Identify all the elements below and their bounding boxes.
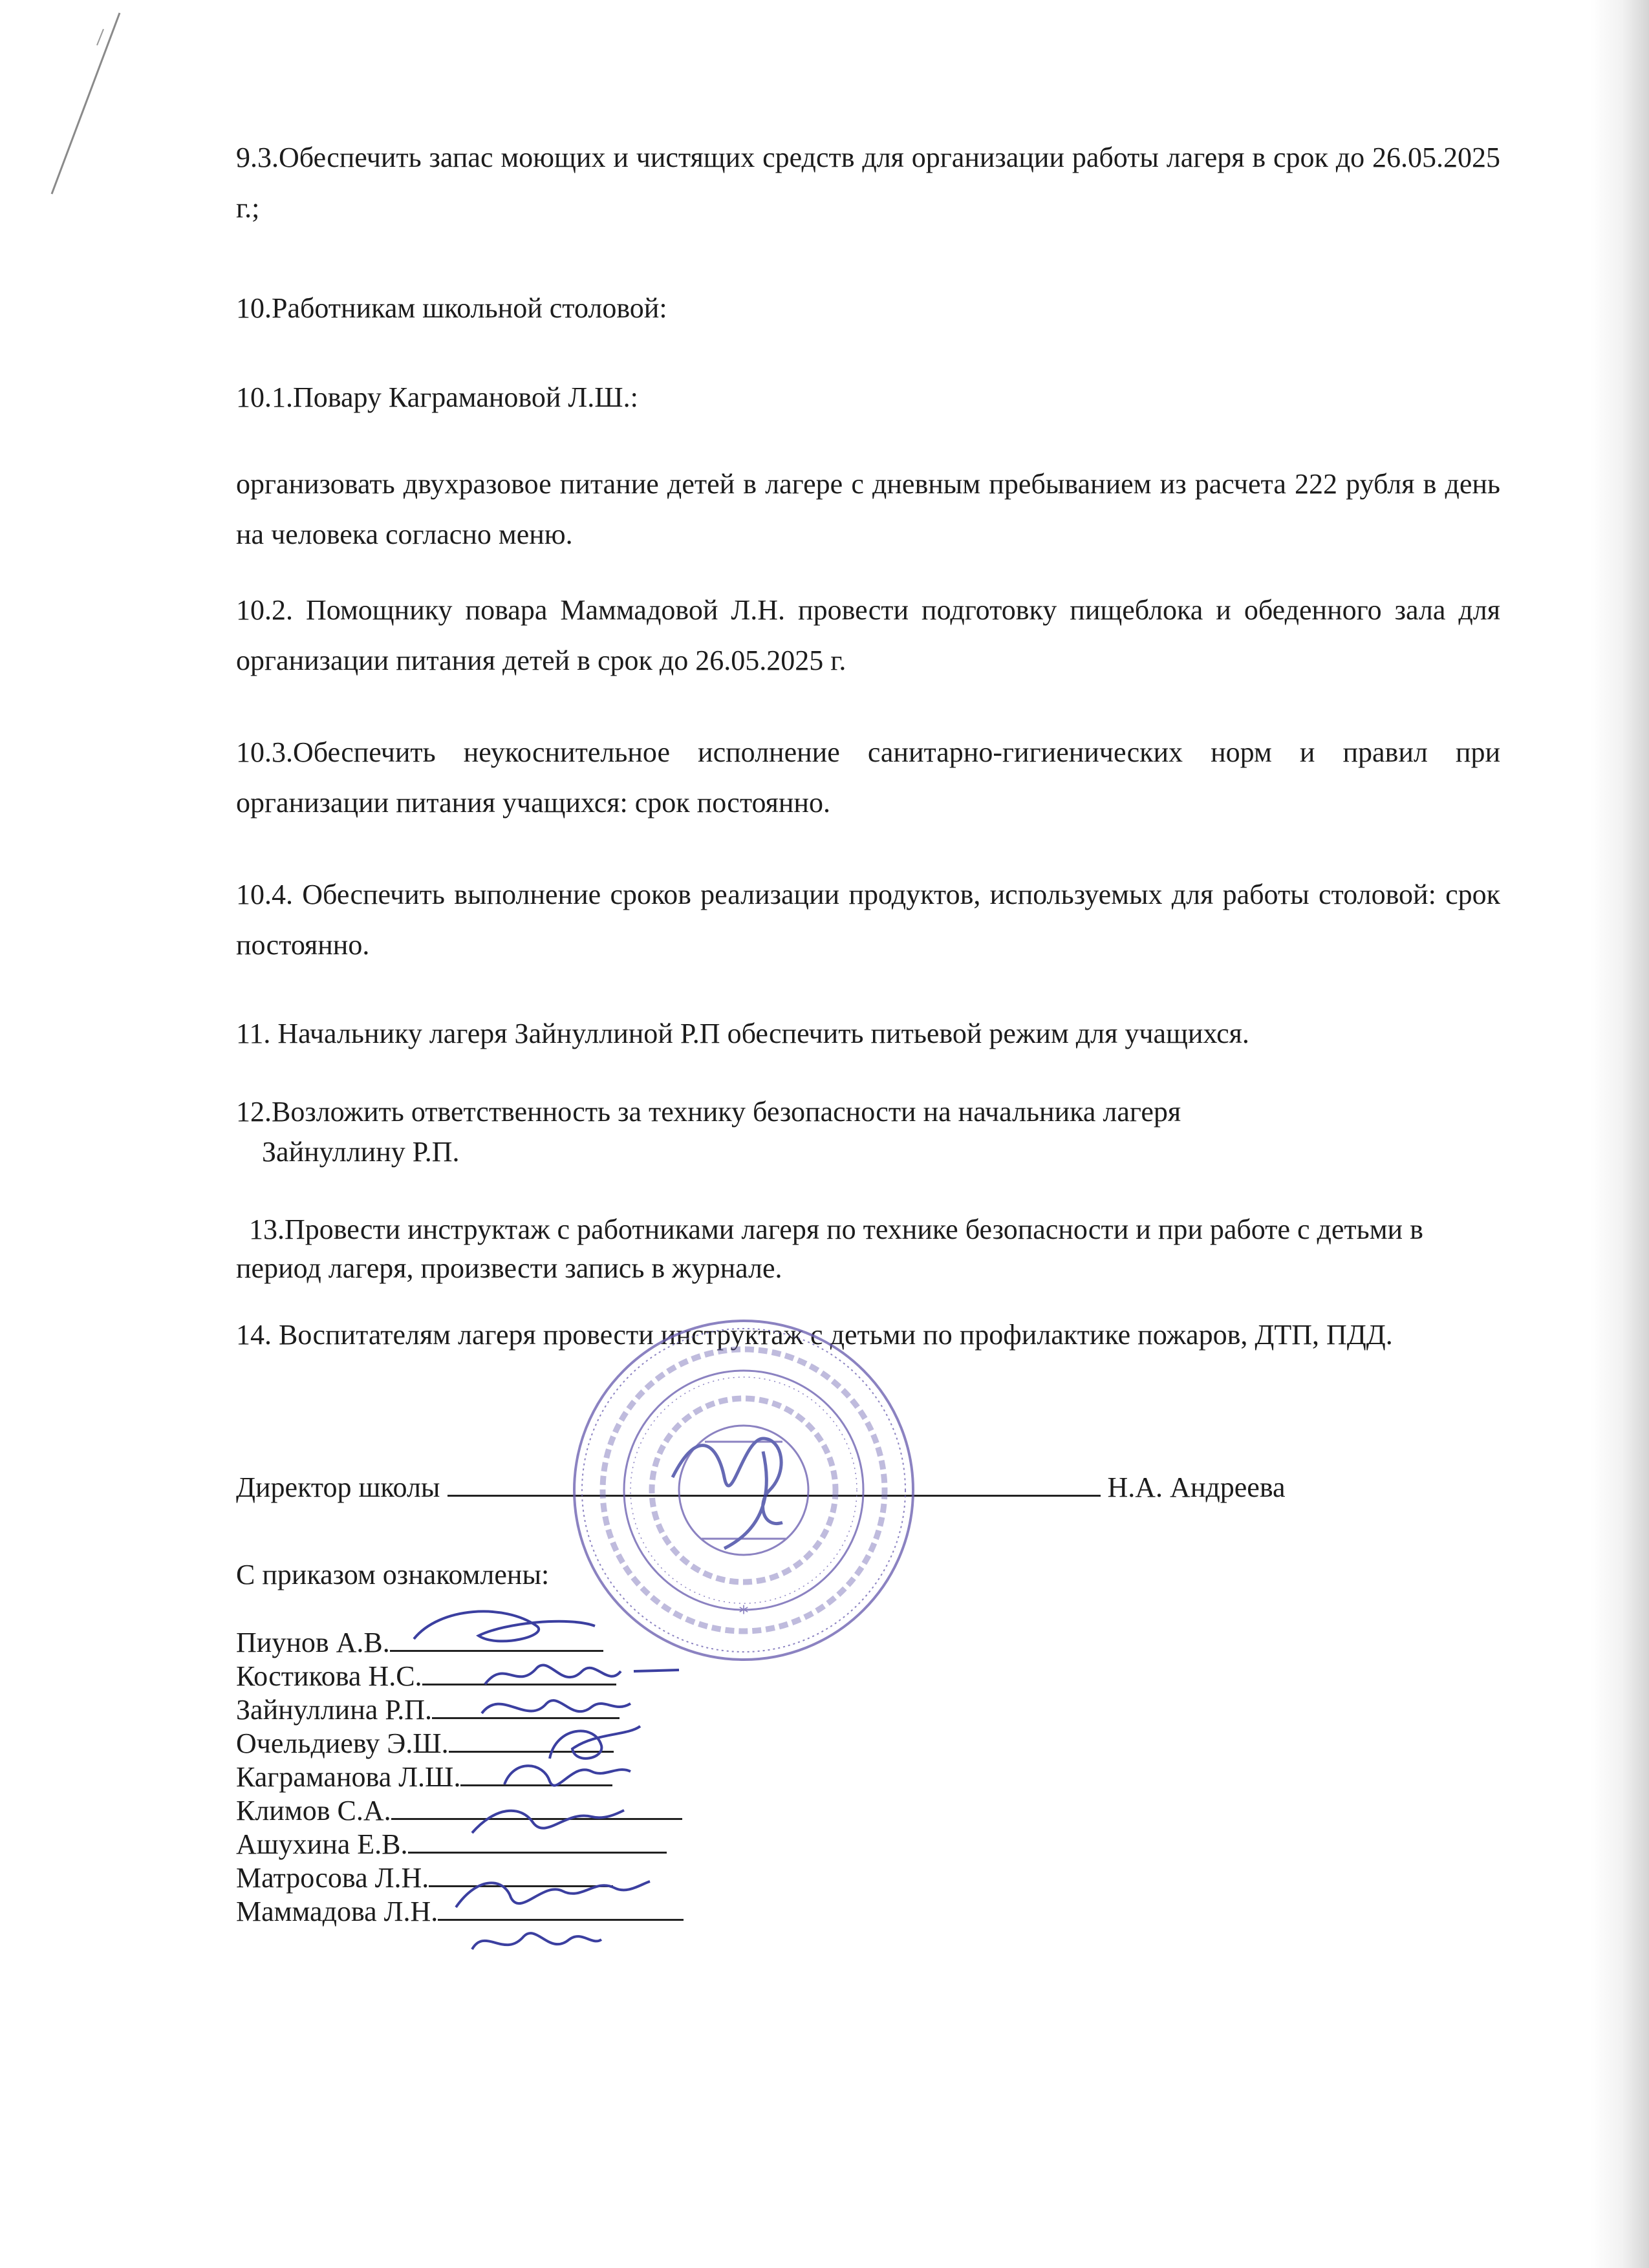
director-name: Н.А. Андреева bbox=[1107, 1471, 1286, 1503]
signature-mark bbox=[466, 1920, 608, 1972]
signatory-name: Маммадова Л.Н. bbox=[236, 1896, 438, 1927]
item-13: 13.Провести инструктаж с работниками лагеря по технике безопасности и при работе с детьми в период лагеря, произвести запись в журнале. bbox=[236, 1214, 1423, 1284]
item-10-1-body: организовать двухразовое питание детей в лагере с дневным пребыванием из расчета 222 рубля в день на человека согласно меню. bbox=[236, 468, 1500, 550]
item-10-1: 10.1.Повару Каграмановой Л.Ш.: bbox=[236, 381, 638, 413]
scan-scratch-mark bbox=[0, 0, 194, 207]
item-10: 10.Работникам школьной столовой: bbox=[236, 292, 667, 324]
director-label: Директор школы bbox=[236, 1471, 440, 1503]
item-10-2: 10.2. Помощнику повара Маммадовой Л.Н. провести подготовку пищеблока и обеденного зала для организации питания детей в срок до 26.05.2025 г. bbox=[236, 594, 1500, 676]
signature-line bbox=[408, 1851, 667, 1854]
signatory-name: Матросова Л.Н. bbox=[236, 1862, 429, 1894]
signatory-name: Костикова Н.С. bbox=[236, 1660, 422, 1692]
signatory-name: Ашухина Е.В. bbox=[236, 1828, 408, 1860]
signature-mark bbox=[446, 1868, 653, 1927]
svg-text:*: * bbox=[738, 1602, 749, 1625]
signatory-name: Климов С.А. bbox=[236, 1795, 391, 1826]
item-12-line1: 12.Возложить ответственность за технику безопасности на начальника лагеря bbox=[236, 1096, 1181, 1128]
item-10-4: 10.4. Обеспечить выполнение сроков реализации продуктов, используемых для работы столовой: срок постоянно. bbox=[236, 879, 1500, 961]
item-12-line2: Зайнуллину Р.П. bbox=[262, 1136, 460, 1168]
signatory-name: Очельдиеву Э.Ш. bbox=[236, 1728, 449, 1759]
signatory-name: Зайнуллина Р.П. bbox=[236, 1694, 433, 1726]
item-10-3: 10.3.Обеспечить неукоснительное исполнение санитарно-гигиенических норм и правил при организации питания учащихся: срок постоянно. bbox=[236, 736, 1500, 818]
signature-mark bbox=[462, 1797, 630, 1849]
signature-mark bbox=[495, 1752, 637, 1804]
item-14: 14. Воспитателям лагеря провести инструктаж с детьми по профилактике пожаров, ДТП, ПДД. bbox=[236, 1319, 1393, 1351]
signatory-name: Каграманова Л.Ш. bbox=[236, 1761, 461, 1793]
acquainted-label: С приказом ознакомлены: bbox=[236, 1559, 550, 1590]
scan-shadow-edge bbox=[1591, 0, 1649, 2268]
item-11: 11. Начальнику лагеря Зайнуллиной Р.П обеспечить питьевой режим для учащихся. bbox=[236, 1018, 1249, 1049]
signatory-name: Пиунов А.В. bbox=[236, 1627, 390, 1658]
item-9-3: 9.3.Обеспечить запас моющих и чистящих средств для организации работы лагеря в срок до 26.05.2025 г.; bbox=[236, 142, 1500, 224]
round-seal-stamp bbox=[569, 1316, 918, 1665]
